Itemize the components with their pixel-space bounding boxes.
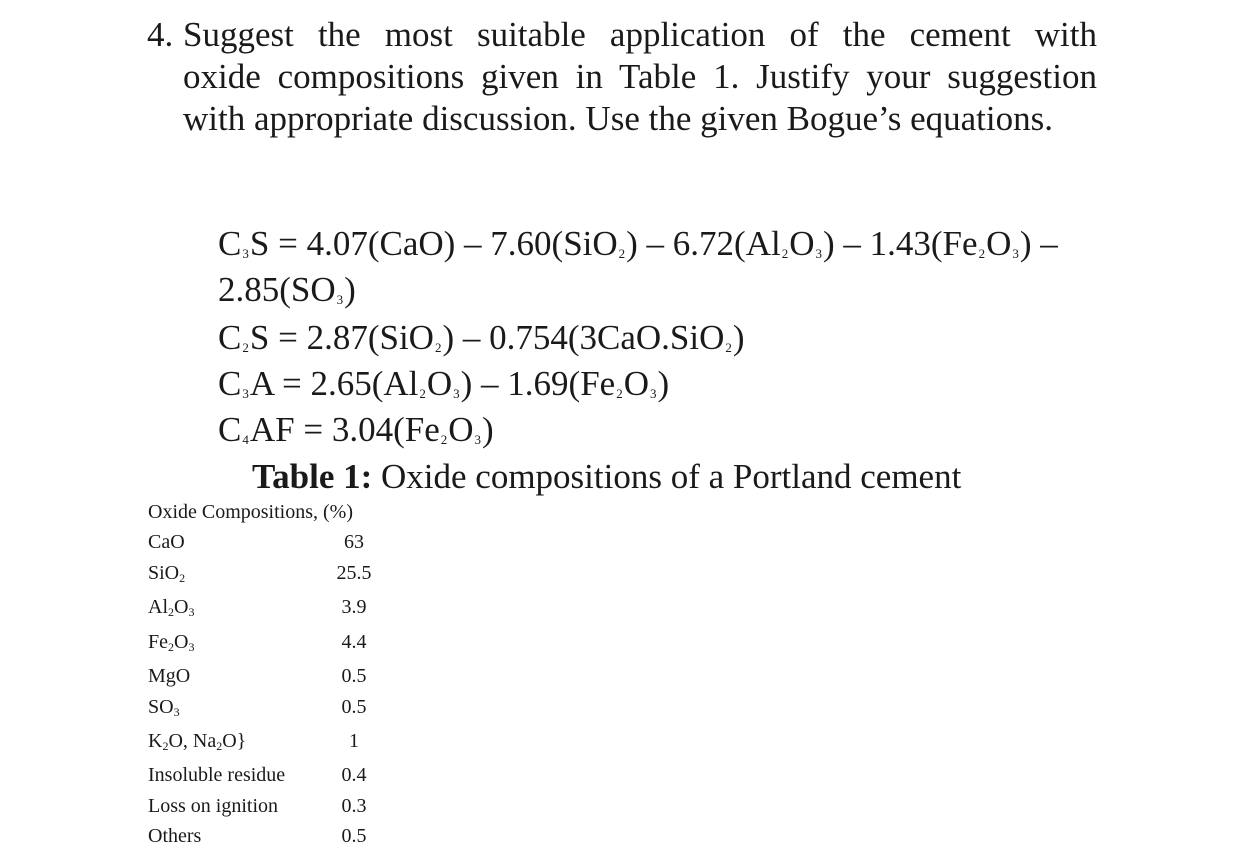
- table-row-value: 4.4: [341, 631, 367, 653]
- equation-c3s: $C_3S = 4.07(CaO) - 7.60(SiO_2) - 6.72(Al_2O_3) - 1.43(Fe_2O_3)$ –: [218, 224, 1058, 263]
- table-row-label: MgO: [148, 665, 191, 687]
- table-row-label: CaO: [148, 531, 185, 553]
- table-row-value: 25.5: [336, 562, 372, 584]
- table-row-value: 3.9: [341, 596, 367, 618]
- table-header: Oxide Compositions, (%): [148, 501, 353, 523]
- equation-c3a: $C_3A = 2.65(Al_2O_3) - 1.69(Fe_2O_3)$: [218, 364, 670, 403]
- question-line-1: 4. Suggest the most suitable application of the cement with: [147, 15, 1097, 54]
- equation-c2s: $C_2S = 2.87(SiO_2) - 0.754(3CaO.SiO_2)$: [218, 318, 745, 357]
- question-text: [147, 14, 1097, 140]
- table-row-label: $K_2O$, $Na_2O$}: [148, 730, 247, 753]
- table-row-label: Loss on ignition: [148, 795, 279, 817]
- table-row-label: Others: [148, 825, 202, 847]
- table-row-value: 63: [344, 531, 364, 553]
- table-caption: Table 1: Oxide compositions of a Portland cement: [252, 457, 962, 496]
- table-row-value: 0.5: [341, 825, 367, 847]
- table-row-label: Insoluble residue: [148, 764, 286, 786]
- table-row-value: 0.4: [341, 764, 367, 786]
- table-row-label: $Fe_2O_3$: [148, 631, 195, 654]
- table-row-label: $SO_3$: [148, 696, 180, 719]
- question-line-3: with appropriate discussion. Use the given Bogue’s equations.: [183, 99, 1053, 138]
- table-row-value: 0.5: [341, 696, 367, 718]
- question-number: 4.: [147, 15, 174, 54]
- table-row-label: $Al_2O_3$: [148, 596, 195, 619]
- table-caption-label: Table 1:: [252, 457, 373, 496]
- table-row-value: 1: [349, 730, 359, 752]
- equation-c4af: $C_4AF = 3.04(Fe_2O_3)$: [218, 410, 494, 449]
- question-line-2: oxide compositions given in Table 1. Justify your suggestion: [183, 57, 1097, 96]
- table-row-label: SiO$_2$: [148, 562, 186, 585]
- table-row-value: 0.5: [341, 665, 367, 687]
- equation-c3s-continued: $2.85(SO_3)$: [218, 270, 356, 309]
- table-row-value: 0.3: [341, 795, 367, 817]
